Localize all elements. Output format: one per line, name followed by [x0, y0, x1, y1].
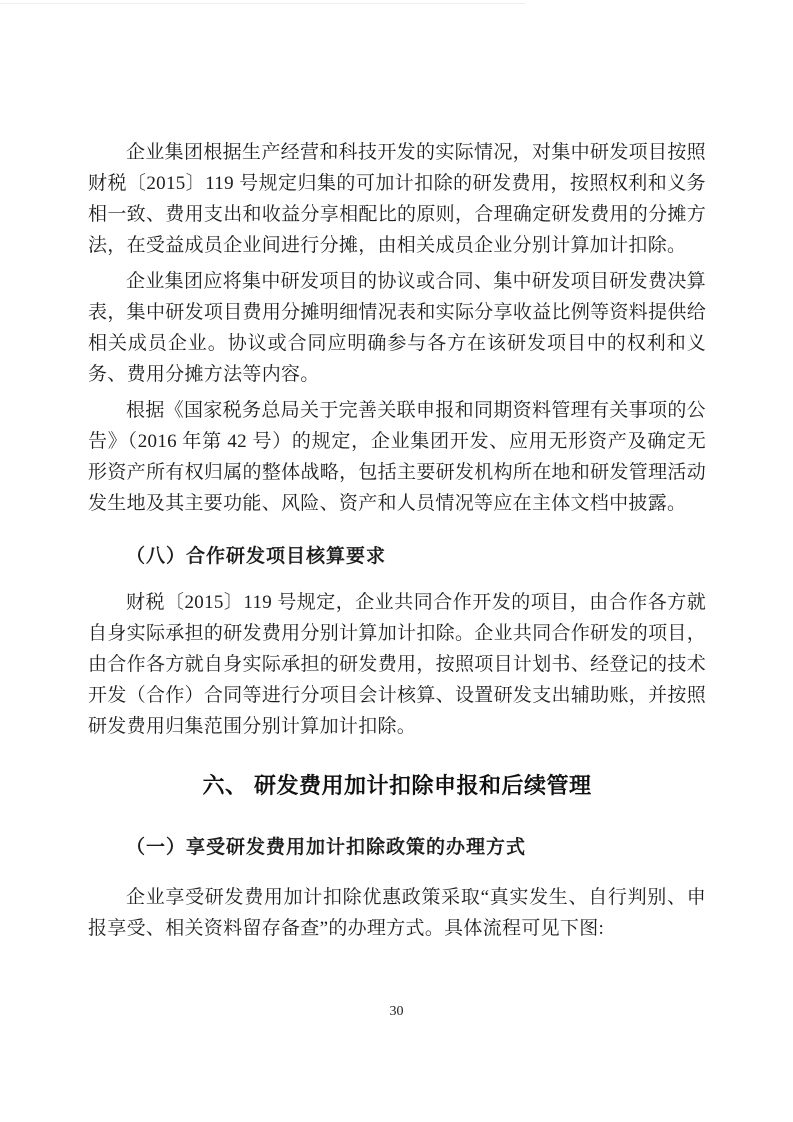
scan-artifact-line: [0, 3, 525, 4]
page-number: 30: [389, 1004, 404, 1019]
chapter-heading-6-filing-management: 六、 研发费用加计扣除申报和后续管理: [202, 773, 592, 798]
section-heading-8-cooperative-rd: （八）合作研发项目核算要求: [126, 546, 387, 567]
body-paragraph-handling-method: 企业享受研发费用加计扣除优惠政策采取“真实发生、自行判别、申报享受、相关资料留存备查”的办理方式。具体流程可见下图:: [88, 887, 706, 939]
body-paragraph-group-rd-allocation: 企业集团根据生产经营和科技开发的实际情况，对集中研发项目按照财税〔2015〕119 号规定归集的可加计扣除的研发费用，按照权利和义务相一致、费用支出和收益分享相配比的原则，合理确定研发费用的分摊方法，在受益成员企业间进行分摊，由相关成员企业分别计算加计扣除。: [88, 142, 706, 256]
section-heading-1-handling-method: （一）享受研发费用加计扣除政策的办理方式: [126, 837, 527, 858]
body-paragraph-related-party-disclosure: 根据《国家税务总局关于完善关联申报和同期资料管理有关事项的公告》（2016 年第 42 号）的规定，企业集团开发、应用无形资产及确定无形资产所有权归属的整体战略，包括主要研发机构所在地和研发管理活动发生地及其主要功能、风险、资产和人员情况等应在主体文档中披露。: [88, 400, 706, 514]
document-content: [88, 137, 706, 944]
body-paragraph-group-rd-materials: 企业集团应将集中研发项目的协议或合同、集中研发项目研发费决算表，集中研发项目费用分摊明细情况表和实际分享收益比例等资料提供给相关成员企业。协议或合同应明确参与各方在该研发项目中的权利和义务、费用分摊方法等内容。: [88, 271, 706, 385]
body-paragraph-cooperative-rd-accounting: 财税〔2015〕119 号规定，企业共同合作开发的项目，由合作各方就自身实际承担的研发费用分别计算加计扣除。企业共同合作研发的项目，由合作各方就自身实际承担的研发费用，按照项目计划书、经登记的技术开发（合作）合同等进行分项目会计核算、设置研发支出辅助账，并按照研发费用归集范围分别计算加计扣除。: [88, 592, 706, 737]
